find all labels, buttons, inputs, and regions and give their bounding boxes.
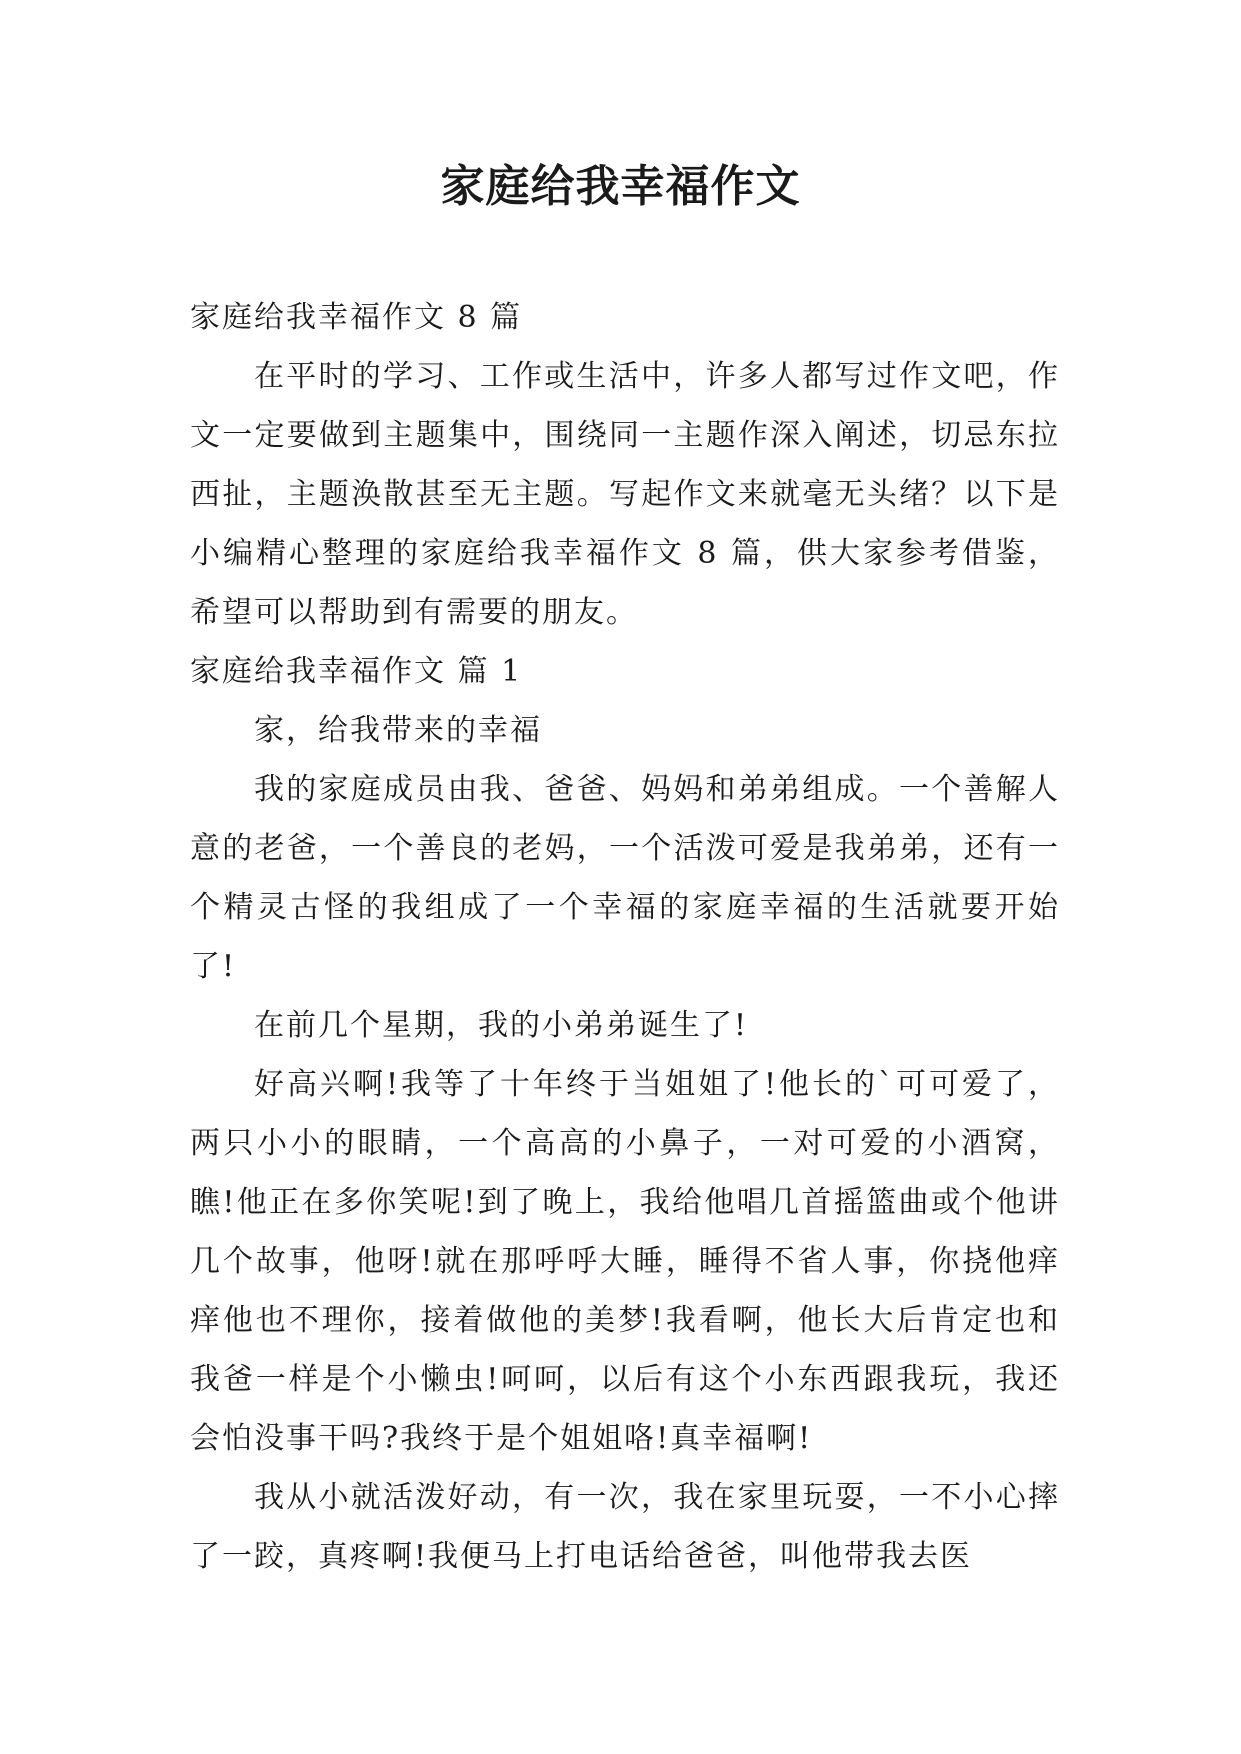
section-heading: 家庭给我幸福作文 篇 1 (190, 654, 523, 689)
intro-paragraph: 在平时的学习、工作或生活中，许多人都写过作文吧，作文一定要做到主题集中，围绕同一主题作深入阐述，切忌东拉西扯，主题涣散甚至无主题。写起作文来就毫无头绪？以下是小编精心整理的家庭给我幸福作文 8 篇，供大家参考借鉴，希望可以帮助到有需要的朋友。 (190, 359, 1060, 630)
essay-paragraph: 我从小就活泼好动，有一次，我在家里玩耍，一不小心摔了一跤，真疼啊!我便马上打电话给爸爸，叫他带我去医 (190, 1480, 1060, 1574)
document-subtitle: 家庭给我幸福作文 8 篇 (190, 300, 523, 335)
essay-paragraph: 好高兴啊!我等了十年终于当姐姐了!他长的`可可爱了，两只小小的眼睛，一个高高的小鼻子，一对可爱的小酒窝，瞧!他正在多你笑呢!到了晚上，我给他唱几首摇篮曲或个他讲几个故事，他呀!就在那呼呼大睡，睡得不省人事，你挠他痒痒他也不理你，接着做他的美梦!我看啊，他长大后肯定也和我爸一样是个小懒虫!呵呵，以后有这个小东西跟我玩，我还会怕没事干吗?我终于是个姐姐咯!真幸福啊! (190, 1067, 1060, 1456)
document-body (190, 288, 1060, 1586)
document-title: 家庭给我幸福作文 (440, 161, 801, 212)
essay-paragraph: 我的家庭成员由我、爸爸、妈妈和弟弟组成。一个善解人意的老爸，一个善良的老妈，一个活泼可爱是我弟弟，还有一个精灵古怪的我组成了一个幸福的家庭幸福的生活就要开始了! (190, 772, 1060, 984)
essay-paragraph: 在前几个星期，我的小弟弟诞生了! (254, 1008, 749, 1043)
essay-title: 家，给我带来的幸福 (254, 713, 542, 748)
